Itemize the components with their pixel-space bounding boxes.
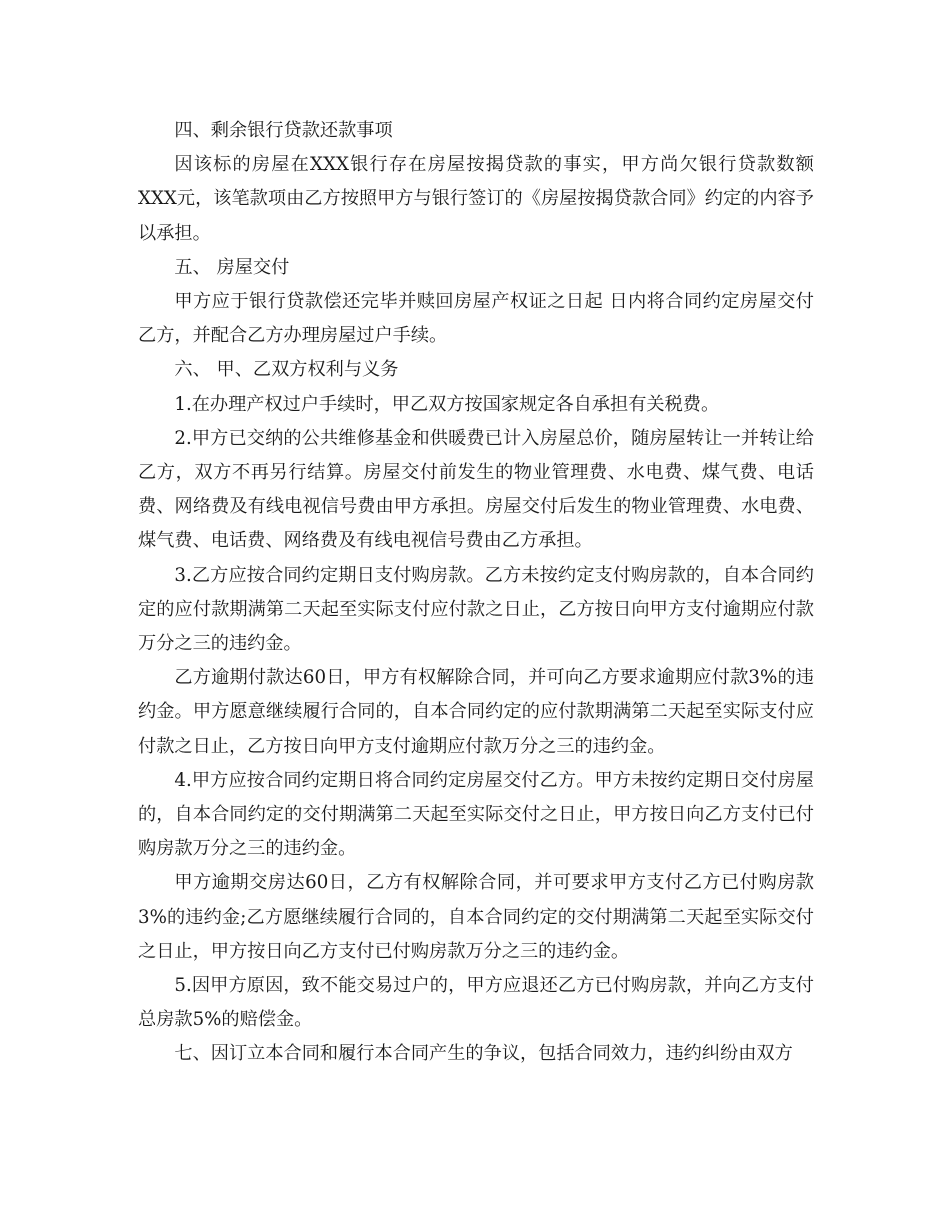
section-heading-4: 四、剩余银行贷款还款事项	[174, 120, 393, 141]
clause-3-continued: 乙方逾期付款达60日，甲方有权解除合同，并可向乙方要求逾期应付款3%的违约金。甲方愿意继续履行合同的，自本合同约定的应付款期满第二天起至实际支付应付款之日止，乙方按日向甲方支付逾期应付款万分之三的违约金。	[138, 667, 814, 757]
document-body	[138, 114, 814, 1072]
clause-5: 5.因甲方原因，致不能交易过户的，甲方应退还乙方已付购房款，并向乙方支付总房款5%的赔偿金。	[138, 975, 814, 1031]
section-heading-5: 五、 房屋交付	[174, 256, 290, 278]
clause-3: 3.乙方应按合同约定期日支付购房款。乙方未按约定支付购房款的，自本合同约定的应付款期满第二天起至实际支付应付款之日止，乙方按日向甲方支付逾期应付款万分之三的违约金。	[138, 564, 814, 655]
paragraph: 因该标的房屋在XXX银行存在房屋按揭贷款的事实，甲方尚欠银行贷款数额XXX元，该笔款项由乙方按照甲方与银行签订的《房屋按揭贷款合同》约定的内容予以承担。	[138, 154, 814, 244]
paragraph: 甲方应于银行贷款偿还完毕并赎回房屋产权证之日起 日内将合同约定房屋交付乙方，并配合乙方办理房屋过户手续。	[138, 291, 814, 347]
section-heading-6: 六、 甲、乙双方权利与义务	[174, 359, 399, 381]
section-heading-7: 七、因订立本合同和履行本合同产生的争议，包括合同效力，违约纠纷由双方	[174, 1043, 793, 1065]
clause-4-continued: 甲方逾期交房达60日，乙方有权解除合同，并可要求甲方支付乙方已付购房款3%的违约金;乙方愿继续履行合同的，自本合同约定的交付期满第二天起至实际交付之日止，甲方按日向乙方支付已付购房款万分之三的违约金。	[138, 872, 814, 962]
clause-2: 2.甲方已交纳的公共维修基金和供暖费已计入房屋总价，随房屋转让一并转让给乙方，双方不再另行结算。房屋交付前发生的物业管理费、水电费、煤气费、电话费、网络费及有线电视信号费由甲方承担。房屋交付后发生的物业管理费、水电费、煤气费、电话费、网络费及有线电视信号费由乙方承担。	[138, 427, 814, 552]
clause-1: 1.在办理产权过户手续时，甲乙双方按国家规定各自承担有关税费。	[174, 393, 720, 415]
clause-4: 4.甲方应按合同约定期日将合同约定房屋交付乙方。甲方未按约定期日交付房屋的，自本合同约定的交付期满第二天起至实际交付之日止，甲方按日向乙方支付已付购房款万分之三的违约金。	[138, 769, 814, 860]
